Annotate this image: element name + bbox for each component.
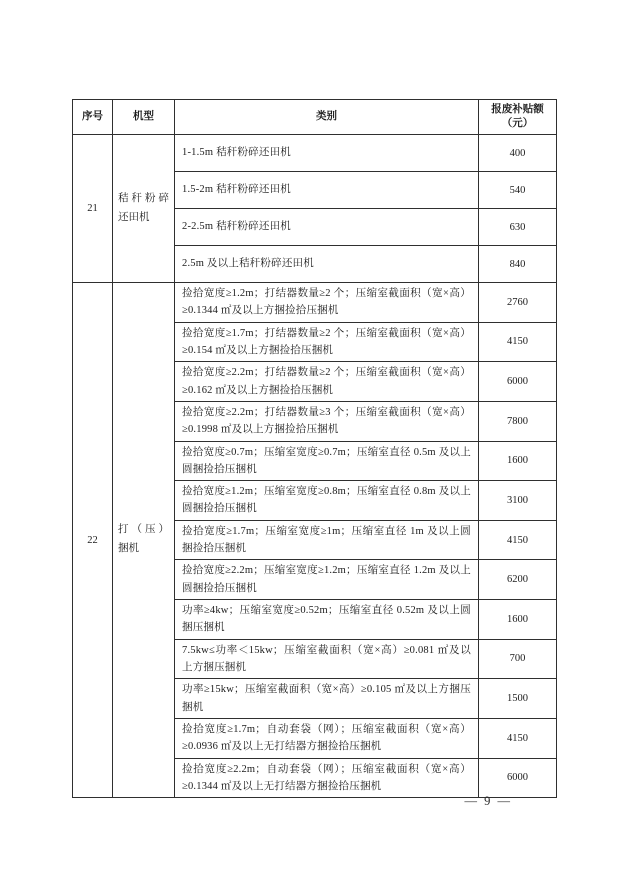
category-cell: 捡拾宽度≥2.2m；压缩室宽度≥1.2m；压缩室直径 1.2m 及以上圆捆捡拾压捆机: [175, 560, 479, 600]
category-cell: 功率≥15kw；压缩室截面积（宽×高）≥0.105 ㎡及以上方捆压捆机: [175, 679, 479, 719]
category-cell: 1.5-2m 秸秆粉碎还田机: [175, 172, 479, 209]
machine-type-cell: 打（压）捆机: [113, 283, 175, 798]
subsidy-amount-cell: 6200: [479, 560, 557, 600]
subsidy-amount-cell: 6000: [479, 362, 557, 402]
category-cell: 2.5m 及以上秸秆粉碎还田机: [175, 246, 479, 283]
subsidy-amount-cell: 4150: [479, 322, 557, 362]
header-subsidy-amount-line2: （元）: [501, 118, 534, 129]
category-cell: 捡拾宽度≥2.2m；自动套袋（网）；压缩室截面积（宽×高）≥0.1344 ㎡及以上无打结器方捆捡拾压捆机: [175, 758, 479, 798]
subsidy-amount-cell: 540: [479, 172, 557, 209]
category-cell: 捡拾宽度≥1.2m；压缩室宽度≥0.8m；压缩室直径 0.8m 及以上圆捆捡拾压捆机: [175, 481, 479, 521]
table-header: [73, 100, 557, 135]
category-cell: 捡拾宽度≥2.2m；打结器数量≥3 个；压缩室截面积（宽×高）≥0.1998 ㎡及以上方捆捡拾压捆机: [175, 401, 479, 441]
subsidy-amount-cell: 1600: [479, 441, 557, 481]
header-row: [73, 100, 557, 135]
subsidy-amount-cell: 630: [479, 209, 557, 246]
header-subsidy-amount: [479, 100, 557, 135]
serial-number-cell: 22: [73, 283, 113, 798]
table-row: [73, 135, 557, 172]
category-cell: 功率≥4kw；压缩室宽度≥0.52m；压缩室直径 0.52m 及以上圆捆压捆机: [175, 600, 479, 640]
table-row: [73, 283, 557, 323]
category-cell: 捡拾宽度≥1.2m；打结器数量≥2 个；压缩室截面积（宽×高）≥0.1344 ㎡及以上方捆捡拾压捆机: [175, 283, 479, 323]
subsidy-amount-cell: 400: [479, 135, 557, 172]
category-cell: 2-2.5m 秸秆粉碎还田机: [175, 209, 479, 246]
category-cell: 捡拾宽度≥2.2m；打结器数量≥2 个；压缩室截面积（宽×高）≥0.162 ㎡及以上方捆捡拾压捆机: [175, 362, 479, 402]
header-subsidy-amount-line1: 报废补贴额: [491, 103, 544, 115]
subsidy-amount-cell: 7800: [479, 401, 557, 441]
category-cell: 捡拾宽度≥0.7m；压缩室宽度≥0.7m；压缩室直径 0.5m 及以上圆捆捡拾压捆机: [175, 441, 479, 481]
header-serial-number: 序号: [73, 100, 113, 135]
subsidy-amount-cell: 1600: [479, 600, 557, 640]
serial-number-cell: 21: [73, 135, 113, 283]
category-cell: 7.5kw≤功率＜15kw；压缩室截面积（宽×高）≥0.081 ㎡及以上方捆压捆机: [175, 639, 479, 679]
subsidy-amount-cell: 4150: [479, 718, 557, 758]
subsidy-amount-cell: 3100: [479, 481, 557, 521]
table-body: [73, 135, 557, 798]
category-cell: 捡拾宽度≥1.7m；压缩室宽度≥1m；压缩室直径 1m 及以上圆捆捡拾压捆机: [175, 520, 479, 560]
subsidy-amount-cell: 840: [479, 246, 557, 283]
machine-type-cell: 秸秆粉碎还田机: [113, 135, 175, 283]
header-machine-type: 机型: [113, 100, 175, 135]
page-number: — 9 —: [464, 794, 512, 808]
header-category: 类别: [175, 100, 479, 135]
subsidy-amount-cell: 700: [479, 639, 557, 679]
subsidy-amount-cell: 1500: [479, 679, 557, 719]
subsidy-amount-cell: 2760: [479, 283, 557, 323]
category-cell: 捡拾宽度≥1.7m；打结器数量≥2 个；压缩室截面积（宽×高）≥0.154 ㎡及以上方捆捡拾压捆机: [175, 322, 479, 362]
subsidy-amount-cell: 4150: [479, 520, 557, 560]
category-cell: 捡拾宽度≥1.7m；自动套袋（网）；压缩室截面积（宽×高）≥0.0936 ㎡及以上无打结器方捆捡拾压捆机: [175, 718, 479, 758]
subsidy-table: [72, 99, 557, 798]
subsidy-amount-cell: 6000: [479, 758, 557, 798]
category-cell: 1-1.5m 秸秆粉碎还田机: [175, 135, 479, 172]
